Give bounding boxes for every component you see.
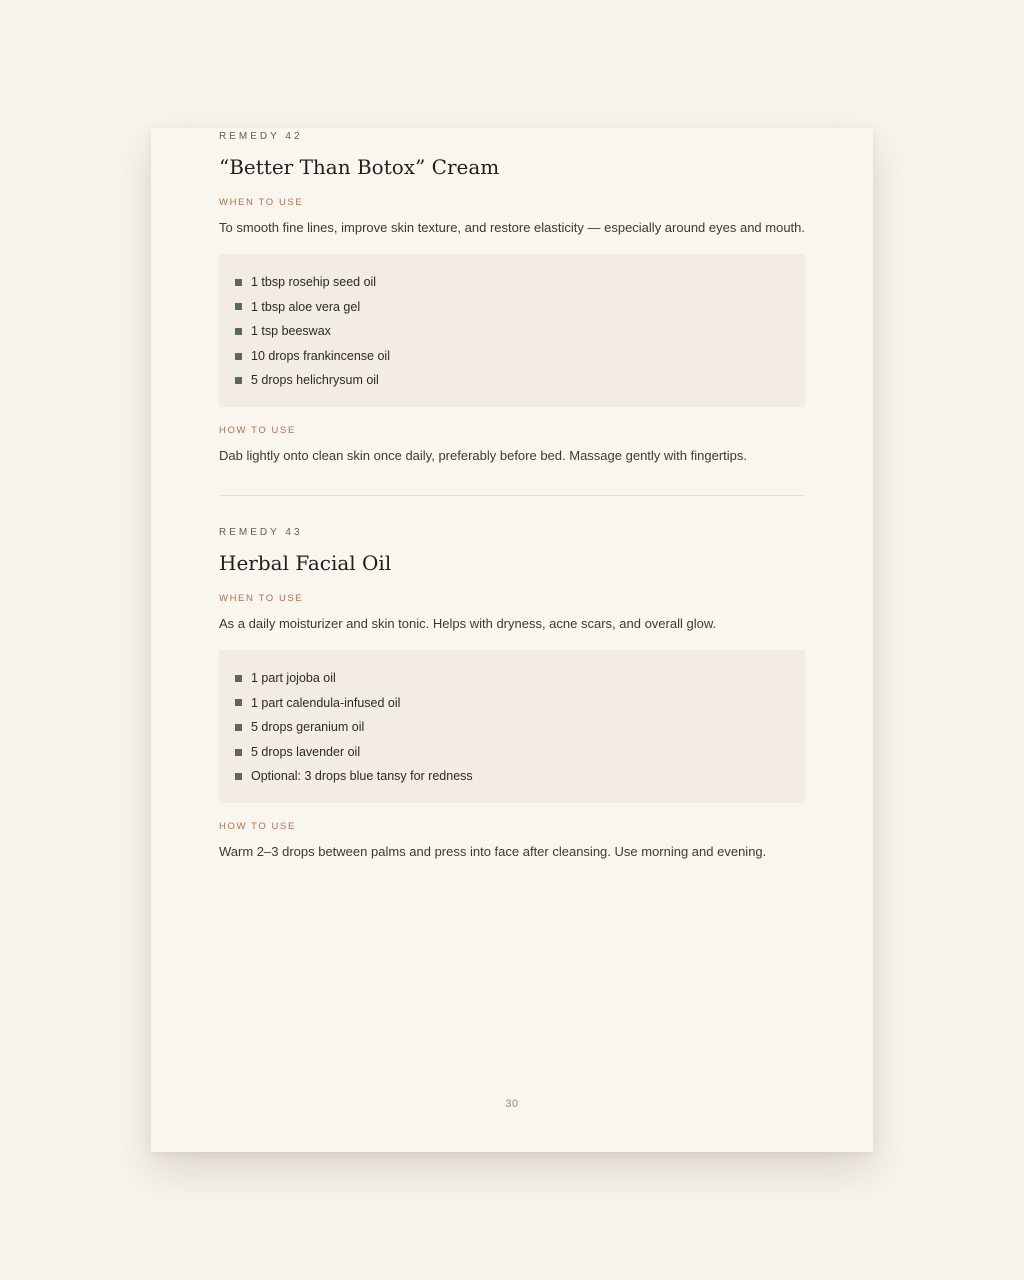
ingredient-item <box>235 368 789 393</box>
ingredient-item <box>235 666 789 691</box>
ingredient-text: 5 drops geranium oil <box>251 720 365 735</box>
remedy-title: “Better Than Botox” Cream <box>219 155 500 179</box>
ingredient-text: 1 tsp beeswax <box>251 324 331 339</box>
square-bullet-icon <box>235 328 242 335</box>
ingredient-text: 1 tbsp rosehip seed oil <box>251 275 377 289</box>
how-to-use-text: Dab lightly onto clean skin once daily, preferably before bed. Massage gently with fingertips. <box>219 447 747 463</box>
square-bullet-icon <box>235 303 242 310</box>
remedy-42 <box>219 131 805 464</box>
square-bullet-icon <box>235 724 242 731</box>
square-bullet-icon <box>235 353 242 360</box>
when-to-use-text: As a daily moisturizer and skin tonic. Helps with dryness, acne scars, and overall glow. <box>219 615 717 631</box>
remedy-title: Herbal Facial Oil <box>219 550 392 575</box>
ingredient-item <box>235 295 789 320</box>
ingredient-item <box>235 764 789 789</box>
square-bullet-icon <box>235 377 242 384</box>
book-page <box>151 128 873 1152</box>
ingredient-text: 1 part calendula-infused oil <box>251 695 401 710</box>
ingredient-item <box>235 270 789 295</box>
ingredient-list <box>219 650 805 803</box>
ingredient-text: 5 drops lavender oil <box>251 744 361 759</box>
section-divider <box>219 495 805 496</box>
when-to-use-label: WHEN TO USE <box>219 592 304 604</box>
ingredient-item <box>235 344 789 369</box>
ingredient-text: 1 tbsp aloe vera gel <box>251 299 361 314</box>
how-to-use-text: Warm 2–3 drops between palms and press into face after cleansing. Use morning and evening. <box>219 843 767 859</box>
ingredient-text: 10 drops frankincense oil <box>251 348 390 363</box>
square-bullet-icon <box>235 773 242 780</box>
square-bullet-icon <box>235 675 242 682</box>
ingredient-item <box>235 691 789 716</box>
remedy-43 <box>219 527 805 860</box>
ingredient-item <box>235 319 789 344</box>
ingredient-text: Optional: 3 drops blue tansy for redness <box>251 769 473 784</box>
ingredient-item <box>235 715 789 740</box>
page-number: 30 <box>505 1098 519 1110</box>
ingredient-list <box>219 254 805 407</box>
square-bullet-icon <box>235 699 242 706</box>
remedy-number: REMEDY 42 <box>219 131 303 142</box>
when-to-use-label: WHEN TO USE <box>219 197 304 208</box>
how-to-use-label: HOW TO USE <box>219 820 296 832</box>
square-bullet-icon <box>235 749 242 756</box>
when-to-use-text: To smooth fine lines, improve skin texture, and restore elasticity — especially around eyes and mouth. <box>219 220 806 235</box>
how-to-use-label: HOW TO USE <box>219 424 296 436</box>
ingredient-text: 1 part jojoba oil <box>251 670 336 685</box>
square-bullet-icon <box>235 279 242 286</box>
ingredient-text: 5 drops helichrysum oil <box>251 373 379 388</box>
remedy-number: REMEDY 43 <box>219 526 303 538</box>
page-content <box>219 128 805 860</box>
ingredient-item <box>235 740 789 765</box>
